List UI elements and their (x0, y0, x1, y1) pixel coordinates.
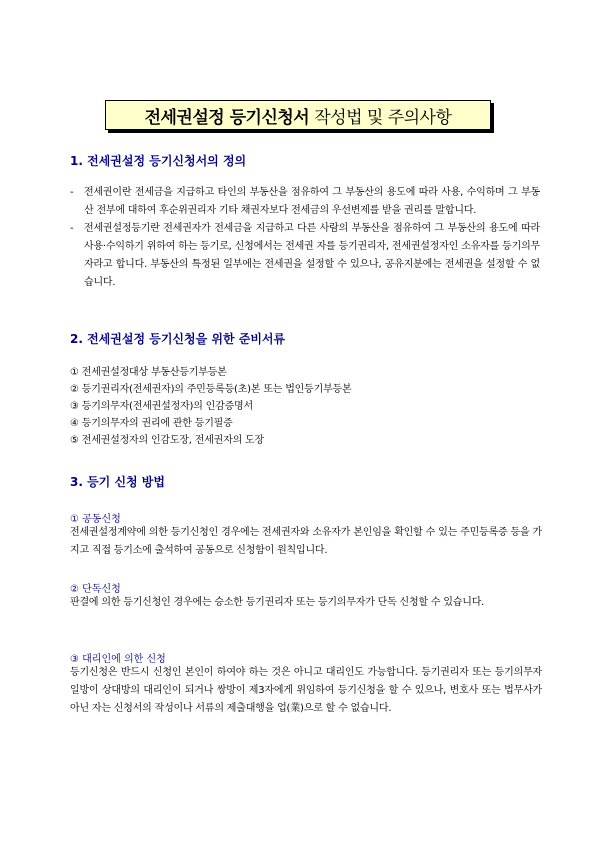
list-item: ⑤ 전세권설정자의 인감도장, 전세권자의 도장 (70, 435, 264, 446)
method-joint-heading: ① 공동신청 (70, 514, 121, 525)
list-item: ② 등기권리자(전세권자)의 주민등록등(초)본 또는 법인등기부등본 (70, 384, 352, 395)
section-2-heading: 2. 전세권설정 등기신청을 위한 준비서류 (70, 332, 286, 346)
bullet-mark: - (70, 187, 74, 198)
document-title (105, 100, 491, 130)
method-joint-text: 전세권설정계약에 의한 등기신청인 경우에는 전세권자와 소유자가 본인임을 확인할 수 있는 주민등록증 등을 가지고 직접 등기소에 출석하여 공동으로 신청함이 원칙입니다. (70, 527, 542, 556)
method-single-heading: ② 단독신청 (70, 584, 121, 595)
title-main: 전세권설정 등기신청서 (144, 107, 310, 128)
section-1-heading: 1. 전세권설정 등기신청서의 정의 (70, 154, 247, 168)
list-item: ③ 등기의무자(전세권설정자)의 인감증명서 (70, 401, 253, 412)
section-3-heading: 3. 등기 신청 방법 (70, 475, 165, 489)
definition-bullet (70, 220, 540, 292)
method-single-text: 판결에 의한 등기신청인 경우에는 승소한 등기권리자 또는 등기의무자가 단독 신청할 수 있습니다. (70, 597, 485, 608)
title-rest: 작성법 및 주의사항 (314, 107, 452, 128)
method-agent-heading: ③ 대리인에 의한 신청 (70, 654, 166, 665)
bullet-text: 전세권설정등기란 전세권자가 전세금을 지급하고 다른 사람의 부동산을 점유하여 그 부동산의 용도에 따라 사용·수익하기 위하여 하는 등기로, 신청에서는 전세권 자를 등기권리자, 전세권설정자인 소유자를 등기의무자라고 합니다. 부동산의 특정된 일부에는 전세권을 설정할 수 있으나, 공유지분에는 전세권을 설정할 수 없습니다. (84, 223, 540, 288)
section-1-body (70, 184, 540, 292)
list-item: ④ 등기의무자의 권리에 관한 등기필증 (70, 418, 233, 429)
bullet-text: 전세권이란 전세금을 지급하고 타인의 부동산을 점유하여 그 부동산의 용도에 따라 사용, 수익하며 그 부동산 전부에 대하여 후순위권리자 기타 채권자보다 전세금의 우선변제를 받을 권리를 말합니다. (84, 187, 540, 216)
method-agent-text: 등기신청은 반드시 신청인 본인이 하여야 하는 것은 아니고 대리인도 가능합니다. 등기권리자 또는 등기의무자 일방이 상대방의 대리인이 되거나 쌍방이 제3자에게 위임하여 등기신청을 할 수 있으나, 변호사 또는 법무사가 아닌 자는 신청서의 작성이나 서류의 제출대행을 업(業)으로 할 수 없습니다. (70, 667, 542, 714)
bullet-mark: - (70, 223, 74, 234)
list-item: ① 전세권설정대상 부동산등기부등본 (70, 367, 227, 378)
document-list (70, 364, 540, 449)
definition-bullet (70, 184, 540, 220)
